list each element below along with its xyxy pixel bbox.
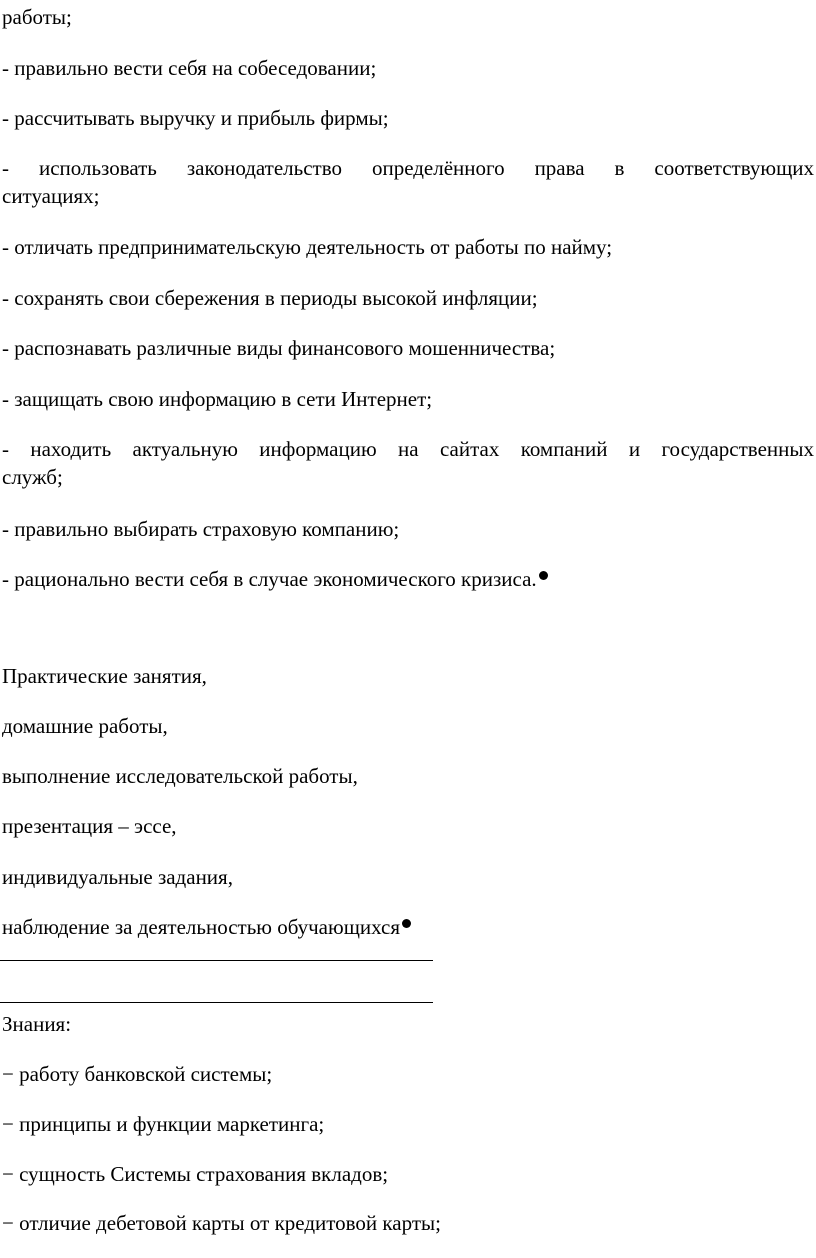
assessment-item-text: наблюдение за деятельностью обучающихся <box>2 915 400 939</box>
knowledge-item: − работу банковской системы; <box>2 1062 273 1086</box>
horizontal-rule <box>0 960 433 961</box>
skill-item: - правильно вести себя на собеседовании; <box>2 56 377 80</box>
bullet-dot-icon <box>402 919 411 928</box>
skill-item: - использовать законодательство определённого права в соответствующих <box>2 156 814 180</box>
assessment-item: Практические занятия, <box>2 664 207 688</box>
skill-item: - сохранять свои сбережения в периоды высокой инфляции; <box>2 286 538 310</box>
knowledge-item: − сущность Системы страхования вкладов; <box>2 1162 389 1186</box>
knowledge-item: − принципы и функции маркетинга; <box>2 1112 325 1136</box>
skill-item-text: - рационально вести себя в случае экономического кризиса. <box>2 567 537 591</box>
assessment-item: домашние работы, <box>2 714 168 738</box>
knowledge-item: − отличие дебетовой карты от кредитовой карты; <box>2 1211 441 1235</box>
assessment-item: презентация – эссе, <box>2 814 177 838</box>
horizontal-rule <box>0 1002 433 1003</box>
skill-item: - отличать предпринимательскую деятельность от работы по найму; <box>2 235 613 259</box>
assessment-item: индивидуальные задания, <box>2 865 233 889</box>
skill-item-continuation: ситуациях; <box>2 184 100 208</box>
skill-item-last <box>2 566 548 592</box>
skill-item: - распознавать различные виды финансового мошенничества; <box>2 336 556 360</box>
skill-item: - находить актуальную информацию на сайтах компаний и государственных <box>2 437 814 461</box>
knowledge-heading: Знания: <box>2 1012 72 1036</box>
skill-item: - рассчитывать выручку и прибыль фирмы; <box>2 106 389 130</box>
assessment-item: выполнение исследовательской работы, <box>2 764 358 788</box>
skill-item-continuation: служб; <box>2 465 63 489</box>
bullet-dot-icon <box>539 571 548 580</box>
assessment-item-last <box>2 914 411 940</box>
skill-item: - защищать свою информацию в сети Интернет; <box>2 387 433 411</box>
skill-item: - правильно выбирать страховую компанию; <box>2 517 400 541</box>
text-line: работы; <box>2 5 72 29</box>
